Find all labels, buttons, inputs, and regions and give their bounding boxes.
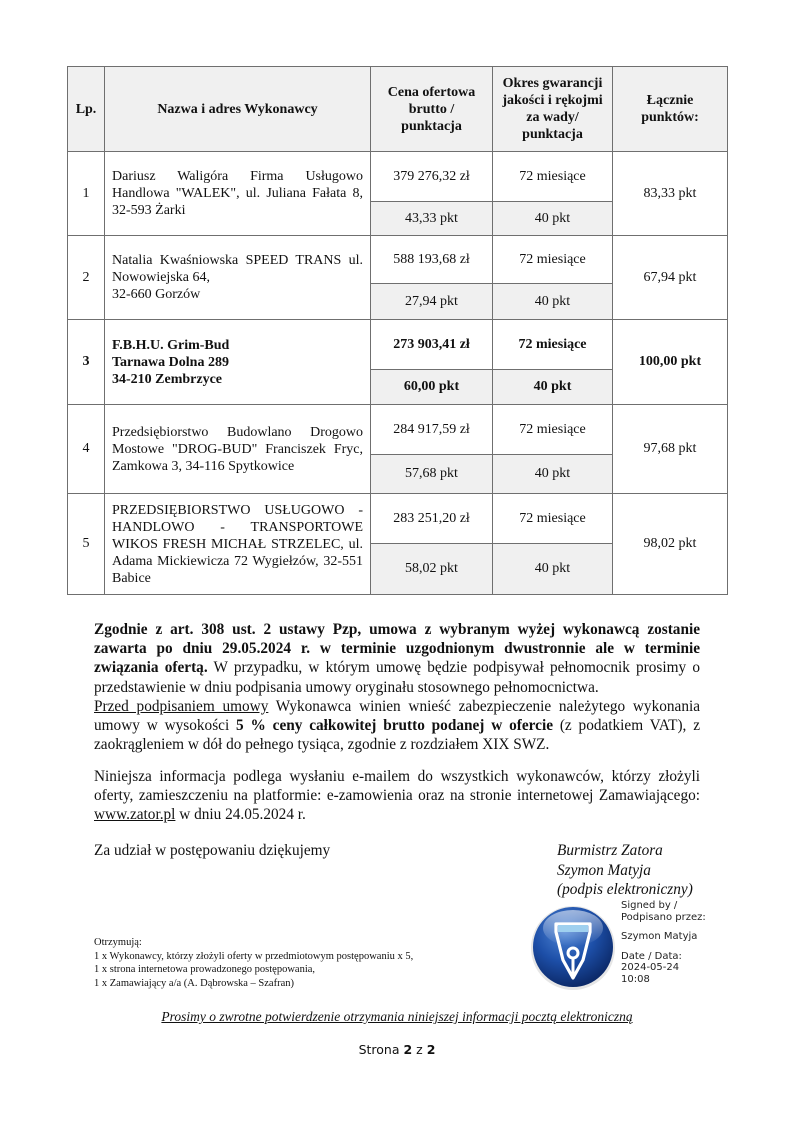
stamp-signer: Szymon Matyja — [621, 931, 698, 942]
security-paragraph-underlined: Przed podpisaniem umowy — [94, 697, 269, 715]
table-row — [68, 320, 728, 370]
signature-title: Burmistrz Zatora — [557, 842, 663, 859]
row-total: 67,94 pkt — [613, 236, 728, 320]
row-lp: 1 — [68, 152, 105, 236]
row-price: 379 276,32 zł — [371, 152, 493, 202]
contract-paragraph-bold: Zgodnie z art. 308 ust. 2 ustawy Pzp, umowa z wybranym wyżej wykonawcą zostanie zawarta po dniu 29.05.2024 r. w terminie uzgodnionym dwustronnie ale w terminie związania ofertą. — [94, 621, 700, 677]
row-total: 83,33 pkt — [613, 152, 728, 236]
row-lp: 5 — [68, 494, 105, 595]
table-row — [68, 405, 728, 455]
row-warranty-points: 40 pkt — [493, 202, 613, 236]
header-warranty: Okres gwarancji jakości i rękojmi za wady/ punktacja — [493, 67, 613, 152]
offers-table — [67, 66, 728, 595]
recipients-list — [94, 936, 413, 990]
table-header-row — [68, 67, 728, 152]
row-warranty: 72 miesiące — [493, 152, 613, 202]
row-price-points: 43,33 pkt — [371, 202, 493, 236]
row-warranty-points: 40 pkt — [493, 455, 613, 494]
row-price-points: 27,94 pkt — [371, 284, 493, 320]
row-warranty: 72 miesiące — [493, 236, 613, 284]
page-label: Strona — [358, 1042, 400, 1057]
stamp-date: 2024-05-24 — [621, 962, 680, 973]
stamp-time: 10:08 — [621, 973, 650, 985]
header-total: Łącznie punktów: — [613, 67, 728, 152]
row-price: 588 193,68 zł — [371, 236, 493, 284]
row-price: 283 251,20 zł — [371, 494, 493, 544]
row-warranty-points: 40 pkt — [493, 284, 613, 320]
row-price-points: 57,68 pkt — [371, 455, 493, 494]
row-price-points: 60,00 pkt — [371, 370, 493, 405]
header-name: Nazwa i adres Wykonawcy — [105, 67, 371, 152]
security-paragraph-text-2: (z podatkiem VAT), z zaokrągleniem w dół do pełnego tysiąca, zgodnie z rozdziałem XIX SWZ. — [94, 717, 700, 754]
row-warranty: 72 miesiące — [493, 405, 613, 455]
security-paragraph-bold: 5 % ceny całkowitej brutto podanej w ofercie — [236, 717, 553, 735]
publication-paragraph — [94, 767, 700, 825]
signed-by-label-pl: Podpisano przez: — [621, 911, 706, 923]
signature-note: (podpis elektroniczny) — [557, 881, 693, 898]
publication-text-2: w dniu 24.05.2024 r. — [175, 806, 306, 824]
row-contractor: Natalia Kwaśniowska SPEED TRANS ul. Nowowiejska 64, 32-660 Gorzów — [105, 236, 371, 320]
electronic-signature-stamp — [528, 900, 718, 995]
signature-block — [557, 841, 693, 900]
row-warranty: 72 miesiące — [493, 320, 613, 370]
table-row — [68, 494, 728, 544]
row-total: 98,02 pkt — [613, 494, 728, 595]
contract-paragraph — [94, 620, 700, 754]
row-total: 100,00 pkt — [613, 320, 728, 405]
row-lp: 4 — [68, 405, 105, 494]
page-number — [0, 1042, 794, 1057]
row-warranty-points: 40 pkt — [493, 544, 613, 595]
confirmation-request: Prosimy o zwrotne potwierdzenie otrzymania niniejszej informacji pocztą elektroniczną — [161, 1009, 633, 1024]
table-row — [68, 152, 728, 202]
signature-name: Szymon Matyja — [557, 861, 651, 879]
row-warranty: 72 miesiące — [493, 494, 613, 544]
security-paragraph-text-1: Wykonawca winien wnieść zabezpieczenie należytego wykonania umowy w wysokości — [94, 697, 701, 735]
thanks-text: Za udział w postępowaniu dziękujemy — [94, 842, 331, 859]
row-lp: 3 — [68, 320, 105, 405]
row-price: 273 903,41 zł — [371, 320, 493, 370]
page-separator: z — [416, 1042, 423, 1057]
row-total: 97,68 pkt — [613, 405, 728, 494]
page-current: 2 — [403, 1042, 413, 1057]
fountain-pen-icon — [528, 902, 618, 992]
recipients-heading: Otrzymują: — [94, 937, 142, 948]
row-warranty-points: 40 pkt — [493, 370, 613, 405]
row-contractor: F.B.H.U. Grim-Bud Tarnawa Dolna 289 34-210 Zembrzyce — [105, 320, 371, 405]
row-price: 284 917,59 zł — [371, 405, 493, 455]
recipient-item: 1 x Wykonawcy, którzy złożyli oferty w przedmiotowym postępowaniu x 5, — [94, 950, 414, 962]
stamp-date-label: Date / Data: — [621, 950, 682, 962]
table-row — [68, 236, 728, 284]
row-contractor: Przedsiębiorstwo Budowlano Drogowo Mostowe "DROG-BUD" Franciszek Fryc, Zamkowa 3, 34-116 Spytkowice — [105, 405, 371, 494]
header-price: Cena ofertowa brutto / punktacja — [371, 67, 493, 152]
contract-paragraph-rest: W przypadku, w którym umowę będzie podpisywał pełnomocnik prosimy o przedstawienie w dniu podpisania umowy oryginału stosownego pełnomocnictwa. — [94, 659, 700, 696]
signed-by-label: Signed by / — [621, 900, 678, 911]
row-lp: 2 — [68, 236, 105, 320]
row-contractor: PRZEDSIĘBIORSTWO USŁUGOWO - HANDLOWO - TRANSPORTOWE WIKOS FRESH MICHAŁ STRZELEC, ul. Adama Mickiewicza 72 Wygiełzów, 32-551 Babice — [105, 494, 371, 595]
recipient-item: 1 x Zamawiający a/a (A. Dąbrowska – Szafran) — [94, 977, 294, 989]
stamp-text — [621, 900, 706, 985]
row-price-points: 58,02 pkt — [371, 544, 493, 595]
row-contractor: Dariusz Waligóra Firma Usługowo Handlowa "WALEK", ul. Juliana Fałata 8, 32-593 Żarki — [105, 152, 371, 236]
page-total: 2 — [426, 1042, 436, 1057]
website-link[interactable]: www.zator.pl — [94, 806, 176, 824]
publication-text-1: Niniejsza informacja podlega wysłaniu e-mailem do wszystkich wykonawców, którzy złożyli oferty, zamieszczeniu na platformie: e-zamowienia oraz na stronie internetowej Zamawiającego: — [94, 768, 700, 805]
header-lp: Lp. — [68, 67, 105, 152]
recipient-item: 1 x strona internetowa prowadzonego postępowania, — [94, 964, 316, 975]
